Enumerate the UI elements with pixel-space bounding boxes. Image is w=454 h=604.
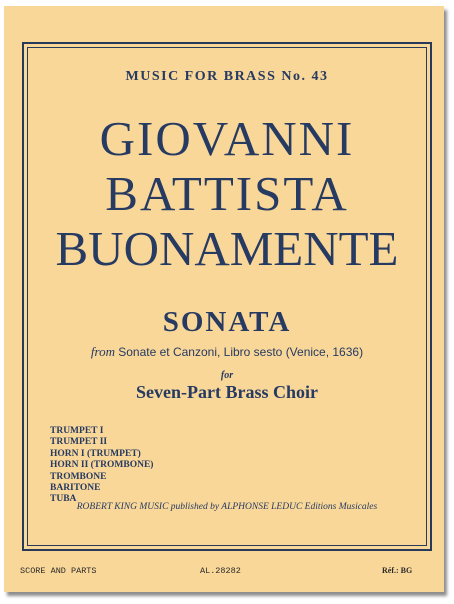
instrument-item: BARITONE xyxy=(50,483,101,494)
instrument-item: TUBA xyxy=(50,494,77,505)
work-source xyxy=(24,344,430,360)
instrument-item: TROMBONE xyxy=(50,471,107,482)
instrument-item: TRUMPET II xyxy=(50,437,108,448)
instrument-item: HORN I (TRUMPET) xyxy=(50,448,141,459)
composer-last-name: BUONAMENTE xyxy=(55,221,399,276)
instrument-item: HORN II (TROMBONE) xyxy=(50,460,154,471)
cover-border-frame xyxy=(22,42,432,551)
instrument-list xyxy=(50,426,153,506)
edition-label: SCORE AND PARTS xyxy=(20,566,97,576)
publisher-line: ROBERT KING MUSIC published by ALPHONSE LEDUC Editions Musicales xyxy=(76,502,378,512)
reference-code: Réf.: BG xyxy=(382,566,413,575)
composer-middle-name: BATTISTA xyxy=(105,166,349,221)
ensemble-title: Seven-Part Brass Choir xyxy=(136,382,318,402)
source-description: Sonate et Canzoni, Libro sesto (Venice, 1636) xyxy=(118,345,364,359)
composer-first-name: GIOVANNI xyxy=(99,111,355,166)
work-title: SONATA xyxy=(162,306,292,338)
series-title: MUSIC FOR BRASS No. 43 xyxy=(125,69,329,84)
for-label: for xyxy=(220,370,234,381)
score-cover xyxy=(4,6,444,592)
source-from-label: from xyxy=(90,344,115,359)
instrument-item: TRUMPET I xyxy=(50,426,104,436)
catalog-number: AL.28282 xyxy=(200,566,241,576)
